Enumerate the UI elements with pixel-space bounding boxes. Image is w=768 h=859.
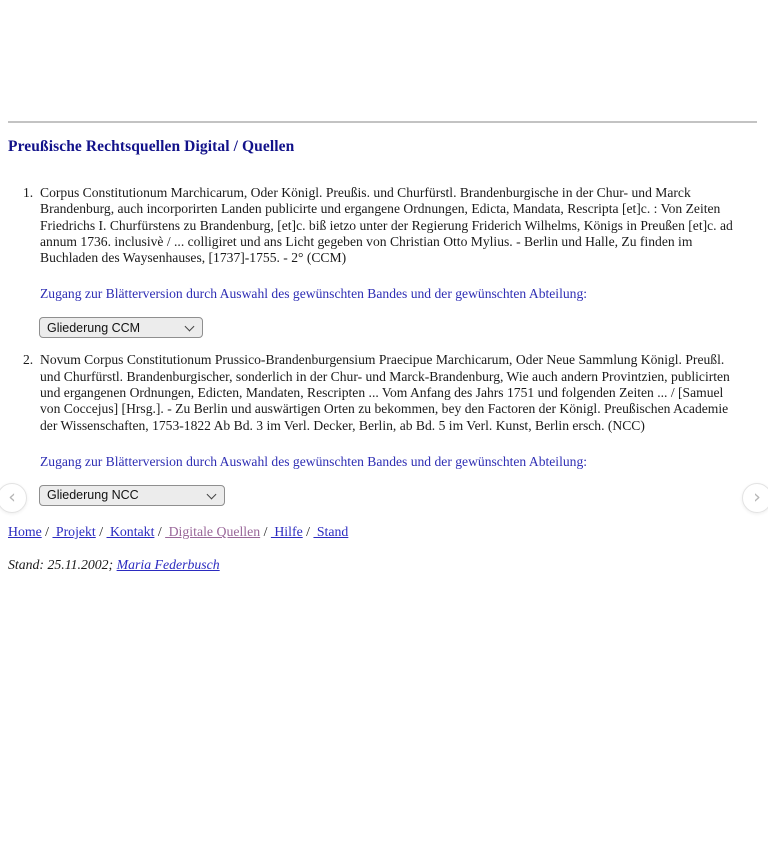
access-instruction-ncc: Zugang zur Blätterversion durch Auswahl des gewünschten Bandes und der gewünschten Abteilung: (40, 453, 588, 469)
page (0, 121, 768, 573)
source-description-text: Novum Corpus Constitutionum Prussico-Brandenburgensium Praecipue Marchicarum, Oder Neue Sammlung Königl. Preußl. und Churfürstl. Brandenburgischer, sonderlich in der Chur- und Marck-Brandenburg, Wie auch andern Provintzien, publicirten und ergangenen Ordnungen, Edicten, Mandaten, Rescripten ... Vom Anfang des Jahrs 1751 und folgenden Zeiten ... / [Samuel von Coccejus] [Hrsg.]. - Zu Berlin und auswärtigen Orten zu bekommen, bey den Factoren der Königl. Preußischen Academie der Wissenschaften, 1753-1822 Ab Bd. 3 im Verl. Decker, Berlin, ab Bd. 5 im Verl. Kunst, Berlin ersch. (NCC) (40, 352, 730, 433)
nav-separator: / (154, 523, 166, 539)
nav-link-hilfe[interactable]: Hilfe (270, 523, 303, 539)
chevron-right-icon: › (753, 486, 761, 508)
nav-link-home[interactable]: Home (8, 523, 42, 539)
nav-separator: / (41, 523, 53, 539)
access-instruction-ccm: Zugang zur Blätterversion durch Auswahl des gewünschten Bandes und der gewünschten Abteilung: (40, 286, 588, 302)
nav-separator: / (302, 523, 314, 539)
gliederung-ccm-select[interactable] (39, 317, 203, 338)
author-link[interactable]: Maria Federbusch (116, 556, 220, 572)
nav-separator: / (260, 523, 271, 539)
list-item-number: 2. (23, 352, 34, 368)
stand-line (8, 557, 757, 573)
gliederung-ncc-select[interactable] (39, 485, 225, 506)
nav-link-stand[interactable]: Stand (313, 523, 349, 539)
source-list-item-ccm (23, 185, 747, 266)
page-title: Preußische Rechtsquellen Digital / Quellen (8, 138, 295, 155)
footer-nav (8, 524, 757, 540)
nav-separator: / (95, 523, 107, 539)
next-arrow-button[interactable] (742, 483, 768, 513)
source-description-text: Corpus Constitutionum Marchicarum, Oder Königl. Preußis. und Churfürstl. Brandenburgische in der Chur- und Marck Brandenburg, auch incorporirten Landen publicirte und ergangene Ordnungen, Edicta, Mandata, Rescripta [et]c. : Von Zeiten Friedrichs I. Churfürstens zu Brandenburg, [et]c. biß ietzo unter der Regierung Friderich Wilhelms, Königs in Preußen [et]c. ad annum 1736. inclusivè / ... colligiret und ans Licht gegeben von Christian Otto Mylius. - Berlin und Halle, Zu finden im Buchladen des Waysenhauses, [1737]-1755. - 2° (CCM) (40, 185, 733, 266)
gliederung-ncc-select-wrap (39, 485, 225, 506)
stand-date-text: Stand: 25.11.2002; (8, 556, 114, 572)
horizontal-rule (8, 121, 757, 123)
chevron-left-icon: ‹ (8, 486, 16, 508)
list-item-number: 1. (23, 185, 34, 200)
source-list-item-ncc (23, 352, 747, 433)
nav-link-digitale-quellen[interactable]: Digitale Quellen (165, 523, 261, 539)
nav-link-projekt[interactable]: Projekt (52, 523, 96, 539)
gliederung-ccm-select-wrap (39, 317, 203, 338)
nav-link-kontakt[interactable]: Kontakt (106, 523, 155, 539)
